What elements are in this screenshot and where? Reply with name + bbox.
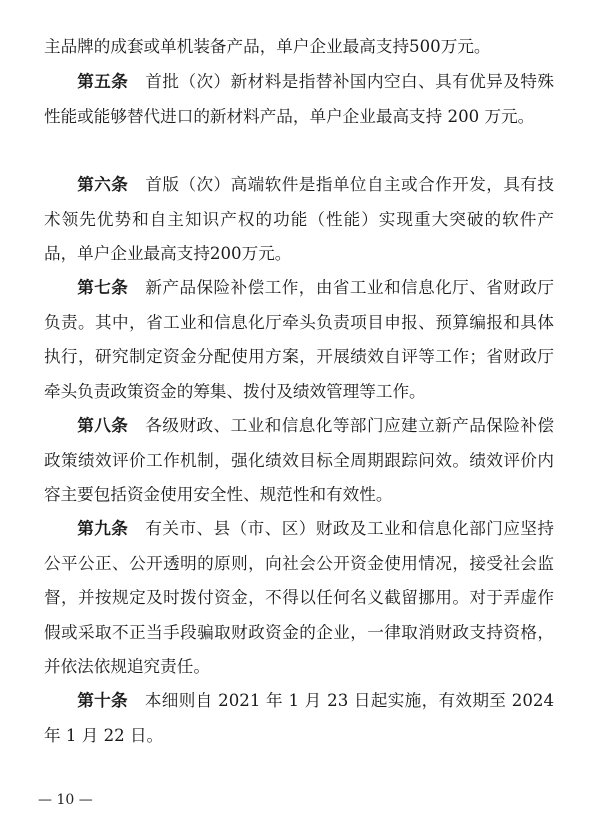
paragraph-article-9 (44, 512, 554, 685)
article-heading: 第六条 (77, 175, 129, 194)
page-number: — 10 — (38, 792, 93, 808)
paragraph-article-8 (44, 409, 554, 513)
article-heading: 第十条 (77, 691, 128, 710)
paragraph-article-10 (44, 684, 554, 753)
paragraph-text: 首版（次）高端软件是指单位自主或合作开发，具有技术领先优势和自主知识产权的功能（性能）实现重大突破的软件产品，单户企业最高支持200万元。 (44, 175, 555, 263)
paragraph-article-6 (44, 168, 554, 272)
paragraph-text: 各级财政、工业和信息化等部门应建立新产品保险补偿政策绩效评价工作机制，强化绩效目标全周期跟踪问效。绩效评价内容主要包括资金使用安全性、规范性和有效性。 (44, 416, 555, 504)
article-heading: 第五条 (77, 72, 129, 91)
article-heading: 第七条 (77, 278, 129, 297)
paragraph-text: 首批（次）新材料是指替补国内空白、具有优异及特殊性能或能够替代进口的新材料产品，单户企业最高支持 200 万元。 (44, 72, 555, 126)
article-heading: 第九条 (77, 519, 129, 538)
paragraph-text: 有关市、县（市、区）财政及工业和信息化部门应坚持公平公正、公开透明的原则，向社会公开资金使用情况，接受社会监督，并按规定及时拨付资金，不得以任何名义截留挪用。对于弄虚作假或采取不正当手段骗取财政资金的企业，一律取消财政支持资格，并依法依规追究责任。 (44, 519, 555, 676)
article-heading: 第八条 (77, 416, 129, 435)
paragraph-text: 主品牌的成套或单机装备产品，单户企业最高支持500万元。 (44, 37, 491, 56)
paragraph-text: 新产品保险补偿工作，由省工业和信息化厅、省财政厅负责。其中，省工业和信息化厅牵头负责项目申报、预算编报和具体执行，研究制定资金分配使用方案，开展绩效自评等工作；省财政厅牵头负责政策资金的筹集、拨付及绩效管理等工作。 (44, 278, 555, 401)
paragraph-text: 本细则自 2021 年 1 月 23 日起实施，有效期至 2024 年 1 月 22 日。 (44, 691, 555, 745)
paragraph-article-7 (44, 271, 554, 409)
paragraph-article-5 (44, 65, 554, 134)
paragraph-continuation (44, 30, 554, 65)
